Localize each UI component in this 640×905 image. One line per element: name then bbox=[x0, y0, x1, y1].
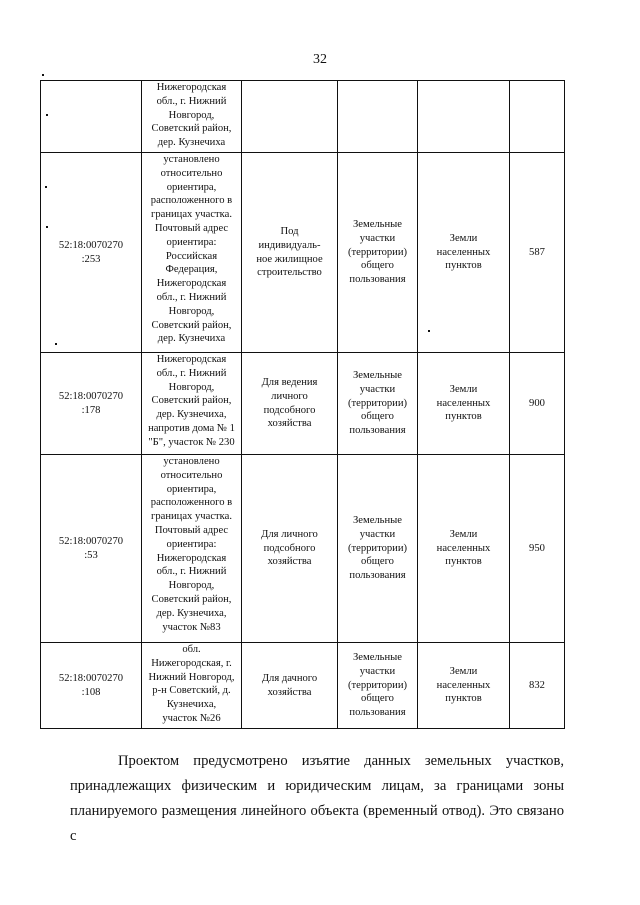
address-line: расположенного в bbox=[150, 497, 233, 509]
cadastral-line: 52:18:0070270 bbox=[58, 535, 124, 547]
address-line: ориентира, bbox=[166, 181, 217, 193]
address-line: Нижегородская bbox=[156, 82, 227, 93]
use-line: строительство bbox=[257, 267, 322, 279]
address-line: Новгород, bbox=[168, 580, 215, 592]
use-line: Для личного bbox=[261, 528, 318, 540]
address-line: относительно bbox=[160, 469, 223, 481]
land-category-cell bbox=[418, 643, 510, 729]
land-category-cell bbox=[418, 353, 510, 455]
address-line: Почтовый адрес bbox=[154, 524, 229, 536]
address-line: относительно bbox=[160, 167, 223, 179]
address-line: Нижегородская bbox=[156, 552, 227, 564]
cadastral-number-cell bbox=[41, 153, 142, 353]
area-cell: 587 bbox=[510, 153, 565, 353]
use-line: Для дачного bbox=[261, 672, 318, 684]
address-line: Новгород, bbox=[168, 305, 215, 317]
paragraph-line: Проектом предусмотрено изъятие данных земельных участков, bbox=[118, 753, 564, 769]
address-cell bbox=[142, 153, 242, 353]
cadastral-line: :253 bbox=[81, 253, 101, 265]
paragraph-line: принадлежащих физическим и юридическим лицам, за границами зоны bbox=[70, 778, 564, 794]
permitted-use-cell bbox=[242, 455, 338, 643]
category-line: пунктов bbox=[445, 556, 482, 568]
address-line: Нижегородская, г. bbox=[151, 657, 232, 669]
address-line: дер. Кузнечиха, bbox=[156, 409, 227, 421]
area-cell: 832 bbox=[510, 643, 565, 729]
group-line: (территории) bbox=[347, 397, 408, 409]
category-group-cell bbox=[338, 353, 418, 455]
cadastral-line: 52:18:0070270 bbox=[58, 239, 124, 251]
use-line: подсобного bbox=[263, 404, 316, 416]
table-row bbox=[41, 153, 565, 353]
address-line: границах участка. bbox=[151, 209, 232, 221]
category-line: Земли bbox=[449, 665, 478, 677]
use-line: хозяйства bbox=[267, 418, 312, 430]
address-line: Федерация, bbox=[165, 264, 218, 276]
group-line: общего bbox=[361, 693, 394, 705]
cadastral-line: 52:18:0070270 bbox=[58, 390, 124, 402]
address-line: ориентира: bbox=[166, 538, 217, 550]
group-line: пользования bbox=[349, 570, 406, 582]
group-line: пользования bbox=[349, 707, 406, 719]
address-line: участок №83 bbox=[162, 621, 221, 633]
use-line: личного bbox=[271, 390, 308, 402]
category-line: пунктов bbox=[445, 411, 482, 423]
cadastral-line: :178 bbox=[81, 404, 101, 416]
group-line: общего bbox=[361, 260, 394, 272]
address-line: Советский район, bbox=[151, 123, 232, 135]
area-cell: 950 bbox=[510, 455, 565, 643]
use-line: Для ведения bbox=[261, 376, 318, 388]
area-cell bbox=[510, 81, 565, 153]
group-line: участки bbox=[359, 528, 396, 540]
category-group-cell bbox=[338, 81, 418, 153]
address-line: обл., г. Нижний bbox=[156, 291, 227, 303]
address-cell bbox=[142, 455, 242, 643]
group-line: Земельные bbox=[352, 370, 403, 381]
table-body bbox=[41, 81, 565, 729]
use-line: ное жилищное bbox=[256, 253, 323, 265]
permitted-use-cell bbox=[242, 81, 338, 153]
land-category-cell bbox=[418, 455, 510, 643]
page-number: 32 bbox=[313, 52, 327, 67]
group-line: пользования bbox=[349, 274, 406, 286]
category-line: населенных bbox=[436, 397, 491, 409]
land-category-cell bbox=[418, 81, 510, 153]
category-line: населенных bbox=[436, 542, 491, 554]
paragraph-line: планируемого размещения линейного объекта (временный отвод). Это связано с bbox=[70, 803, 564, 844]
permitted-use-cell bbox=[242, 353, 338, 455]
cadastral-number-cell bbox=[41, 643, 142, 729]
category-line: Земли bbox=[449, 232, 478, 244]
category-group-cell bbox=[338, 455, 418, 643]
group-line: участки bbox=[359, 665, 396, 677]
use-line: хозяйства bbox=[267, 556, 312, 568]
body-paragraph bbox=[70, 749, 564, 849]
cadastral-line: :53 bbox=[84, 549, 98, 561]
group-line: (территории) bbox=[347, 246, 408, 258]
group-line: Земельные bbox=[352, 219, 403, 230]
address-line: ориентира: bbox=[166, 236, 217, 248]
category-line: пунктов bbox=[445, 260, 482, 272]
category-group-cell bbox=[338, 153, 418, 353]
use-line: Под bbox=[280, 225, 299, 237]
group-line: общего bbox=[361, 411, 394, 423]
table-row bbox=[41, 81, 565, 153]
group-line: Земельные bbox=[352, 515, 403, 526]
category-line: Земли bbox=[449, 383, 478, 395]
address-line: Новгород, bbox=[168, 381, 215, 393]
use-line: индивидуаль- bbox=[258, 239, 321, 251]
use-line: подсобного bbox=[263, 542, 316, 554]
address-cell bbox=[142, 353, 242, 455]
group-line: общего bbox=[361, 556, 394, 568]
cadastral-number-cell bbox=[41, 455, 142, 643]
address-line: установлено bbox=[163, 154, 220, 165]
address-line: обл., г. Нижний bbox=[156, 367, 227, 379]
category-group-cell bbox=[338, 643, 418, 729]
table-row bbox=[41, 353, 565, 455]
address-line: расположенного в bbox=[150, 195, 233, 207]
address-line: участок №26 bbox=[162, 712, 221, 724]
address-line: ориентира, bbox=[166, 483, 217, 495]
land-category-cell bbox=[418, 153, 510, 353]
address-line: Советский район, bbox=[151, 319, 232, 331]
address-line: дер. Кузнечиха bbox=[157, 333, 226, 345]
table-row bbox=[41, 455, 565, 643]
address-line: р-н Советский, д. bbox=[152, 685, 231, 697]
address-line: Кузнечиха, bbox=[166, 699, 217, 711]
address-line: обл. bbox=[182, 644, 201, 655]
address-line: дер. Кузнечиха, bbox=[156, 607, 227, 619]
address-line: Почтовый адрес bbox=[154, 222, 229, 234]
group-line: (территории) bbox=[347, 542, 408, 554]
address-line: Советский район, bbox=[151, 593, 232, 605]
group-line: участки bbox=[359, 232, 396, 244]
group-line: (территории) bbox=[347, 679, 408, 691]
permitted-use-cell bbox=[242, 643, 338, 729]
address-cell bbox=[142, 643, 242, 729]
category-line: населенных bbox=[436, 246, 491, 258]
cadastral-line: :108 bbox=[81, 686, 101, 698]
group-line: участки bbox=[359, 383, 396, 395]
address-cell bbox=[142, 81, 242, 153]
table-row bbox=[41, 643, 565, 729]
address-line: установлено bbox=[163, 456, 220, 467]
address-line: Советский район, bbox=[151, 395, 232, 407]
address-line: Нижний Новгород, bbox=[148, 671, 235, 683]
address-line: Нижегородская bbox=[156, 354, 227, 365]
address-line: "Б", участок № 230 bbox=[148, 436, 235, 448]
address-line: Российская bbox=[165, 250, 218, 262]
address-line: напротив дома № 1 bbox=[148, 422, 235, 434]
group-line: пользования bbox=[349, 425, 406, 437]
use-line: хозяйства bbox=[267, 686, 312, 698]
scan-speck bbox=[42, 74, 44, 76]
cadastral-number-cell bbox=[41, 81, 142, 153]
area-cell: 900 bbox=[510, 353, 565, 455]
category-line: пунктов bbox=[445, 693, 482, 705]
address-line: границах участка. bbox=[151, 511, 232, 523]
permitted-use-cell bbox=[242, 153, 338, 353]
address-line: Нижегородская bbox=[156, 278, 227, 290]
cadastral-line: 52:18:0070270 bbox=[58, 672, 124, 684]
category-line: Земли bbox=[449, 528, 478, 540]
address-line: Новгород, bbox=[168, 109, 215, 121]
address-line: дер. Кузнечиха bbox=[157, 137, 226, 149]
address-line: обл., г. Нижний bbox=[156, 566, 227, 578]
category-line: населенных bbox=[436, 679, 491, 691]
cadastral-number-cell bbox=[41, 353, 142, 455]
address-line: обл., г. Нижний bbox=[156, 95, 227, 107]
land-parcels-table bbox=[40, 80, 565, 729]
group-line: Земельные bbox=[352, 652, 403, 663]
